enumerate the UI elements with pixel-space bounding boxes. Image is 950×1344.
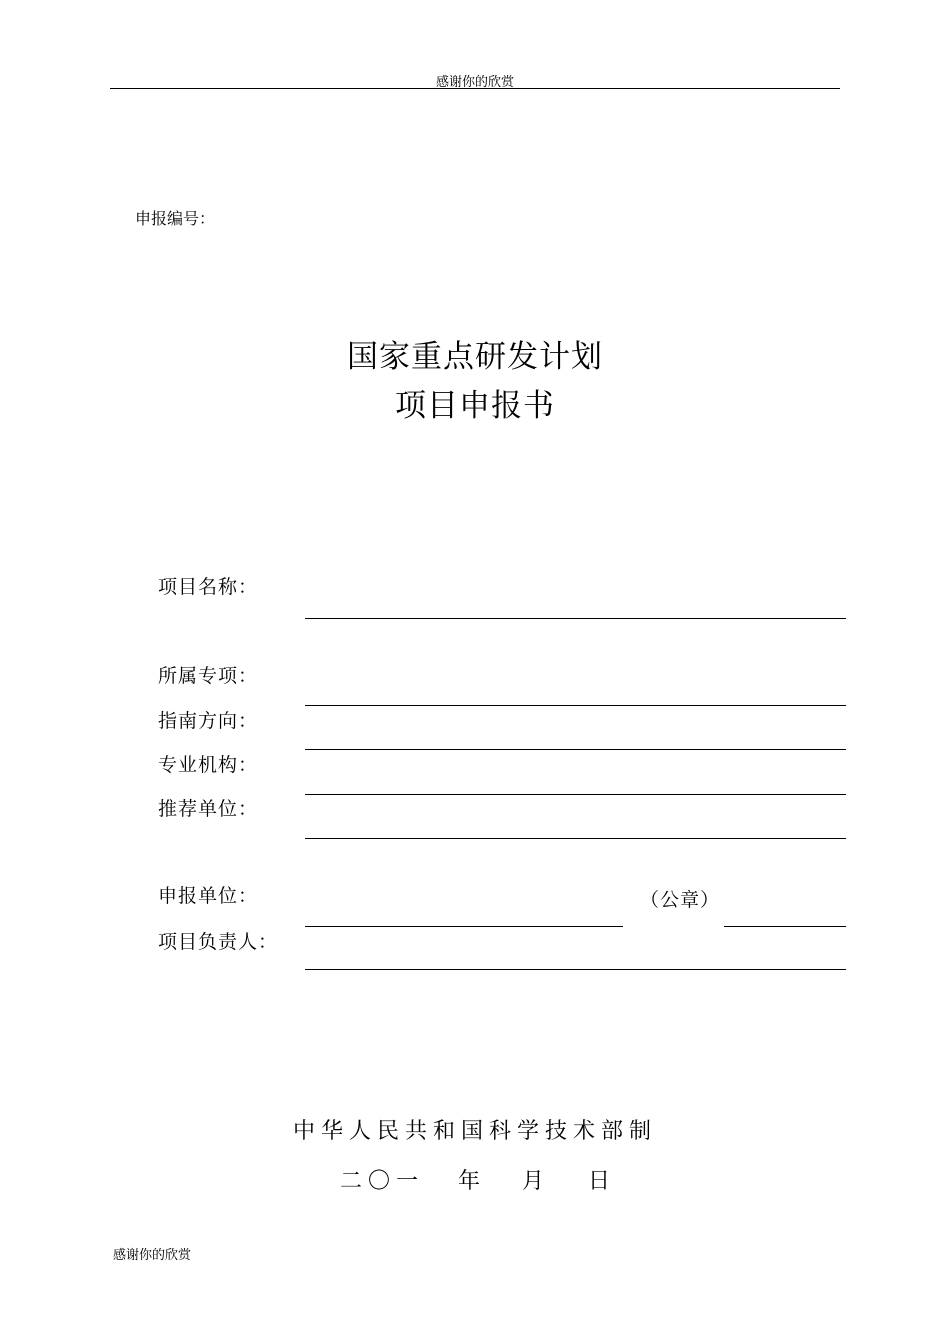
recommending-unit-field[interactable] (305, 838, 846, 839)
special-project-field[interactable] (305, 705, 846, 706)
official-seal-label: （公章） (640, 889, 721, 911)
applicant-unit-label: 申报单位： (158, 885, 259, 907)
page-header-text: 感谢你的欣赏 (435, 75, 514, 90)
date-year-prefix: 二〇一 (340, 1169, 425, 1194)
applicant-unit-seal-line[interactable] (724, 926, 846, 927)
document-title-line2: 项目申报书 (395, 388, 555, 424)
page-footer-text: 感谢你的欣赏 (113, 1248, 192, 1263)
application-number-label: 申报编号： (135, 209, 216, 228)
recommending-unit-label: 推荐单位： (158, 798, 259, 820)
project-leader-field[interactable] (305, 969, 846, 970)
project-leader-label: 项目负责人： (158, 931, 279, 953)
project-name-field[interactable] (305, 618, 846, 619)
guide-direction-field[interactable] (305, 749, 846, 750)
issuing-ministry: 中华人民共和国科学技术部制 (292, 1119, 657, 1144)
document-title-line1: 国家重点研发计划 (347, 339, 603, 375)
professional-institution-label: 专业机构： (158, 754, 259, 776)
header-divider (110, 88, 840, 89)
date-month-label: 月 (522, 1169, 551, 1194)
guide-direction-label: 指南方向： (158, 710, 259, 732)
project-name-label: 项目名称： (158, 576, 259, 598)
special-project-label: 所属专项： (158, 665, 259, 687)
date-day-label: 日 (588, 1169, 617, 1194)
date-year-label: 年 (458, 1169, 487, 1194)
professional-institution-field[interactable] (305, 794, 846, 795)
applicant-unit-field[interactable] (305, 926, 623, 927)
